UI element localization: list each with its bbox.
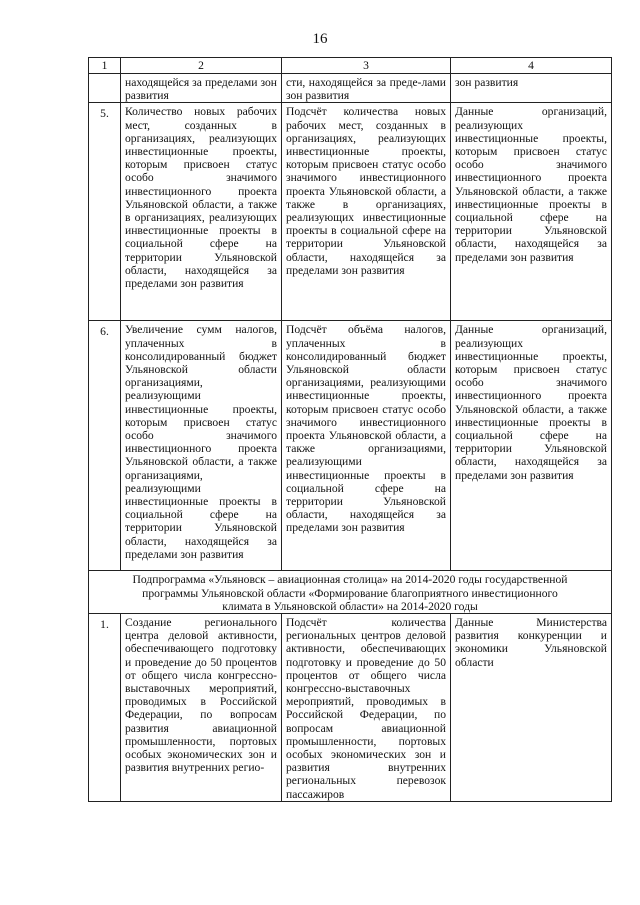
row-number [89, 74, 121, 103]
source-cell: Данные организаций, реализующих инвестиционные проекты, которым присвоен статус особо значимого инвестиционного проекта Ульяновской области, а также инвестиционные проекты в социальной сфере на территории Ульяновской области, находящейся за пределами зон развития [451, 321, 612, 571]
row-number: 5. [89, 103, 121, 321]
table-row [89, 74, 612, 103]
method-cell: Подсчёт количества региональных центров деловой активности, обеспечивающих подготовку и проведение до 50 процентов от общего числа конгрессно-выставочных мероприятий, проводимых в Российской Федерации, по вопросам авиационной промышленности, портовых особых экономических зон и развития внутренних региональных перевозок пассажиров [282, 614, 451, 802]
column-header: 3 [282, 58, 451, 74]
indicator-cell: находящейся за пределами зон развития [121, 74, 282, 103]
subprogram-line: программы Ульяновской области «Формирование благоприятного инвестиционного [142, 586, 558, 600]
table-row [89, 321, 612, 571]
source-cell: Данные организаций, реализующих инвестиционные проекты, которым присвоен статус особо значимого инвестиционного проекта Ульяновской области, а также инвестиционные проекты в социальной сфере на территории Ульяновской области, находящейся за пределами зон развития [451, 103, 612, 321]
subprogram-row [89, 571, 612, 614]
row-number: 6. [89, 321, 121, 571]
row-number: 1. [89, 614, 121, 802]
subprogram-line: климата в Ульяновской области» на 2014-2020 годы [222, 599, 478, 613]
method-cell: сти, находящейся за преде-лами зон развития [282, 74, 451, 103]
source-cell: зон развития [451, 74, 612, 103]
page-number: 16 [312, 31, 328, 47]
table-row [89, 103, 612, 321]
column-header: 1 [89, 58, 121, 74]
indicator-cell: Количество новых рабочих мест, созданных в организациях, реализующих инвестиционные проекты, которым присвоен статус особо значимого инвестиционного проекта Ульяновской области, а также в организациях, реализующих инвестиционные проекты в социальной сфере на территории Ульяновской области, находящейся за пределами зон развития [121, 103, 282, 321]
subprogram-line: Подпрограмма «Ульяновск – авиационная столица» на 2014-2020 годы государственной [132, 573, 568, 587]
table-row [89, 614, 612, 802]
indicators-table [88, 57, 612, 802]
method-cell: Подсчёт количества новых рабочих мест, созданных в организациях, реализующих инвестиционные проекты, которым присвоен статус особо значимого инвестиционного проекта Ульяновской области, а также в организациях, реализующих инвестиционные проекты в социальной сфере на территории Ульяновской области, находящейся за пределами зон развития [282, 103, 451, 321]
method-cell: Подсчёт объёма налогов, уплаченных в консолидированный бюджет Ульяновской области организациями, реализующими инвестиционные проекты, которым присвоен статус особо значимого инвестиционного проекта Ульяновской области, а также организациями, реализующими инвестиционные проекты в социальной сфере на территории Ульяновской области, находящейся за пределами зон развития [282, 321, 451, 571]
source-cell: Данные Министерства развития конкуренции и экономики Ульяновской области [451, 614, 612, 802]
indicator-cell: Создание регионального центра деловой активности, обеспечивающего подготовку и проведение до 50 процентов от общего числа конгрессно-выставочных мероприятий, проводимых в Российской Федерации, по вопросам развития авиационной промышленности, портовых особых экономических зон и развития внутренних регио- [121, 614, 282, 802]
indicator-cell: Увеличение сумм налогов, уплаченных в консолидированный бюджет Ульяновской области организациями, реализующими инвестиционные проекты, которым присвоен статус особо значимого инвестиционного проекта Ульяновской области, а также организациями, реализующими инвестиционные проекты в социальной сфере на территории Ульяновской области, находящейся за пределами зон развития [121, 321, 282, 571]
subprogram-heading [89, 571, 612, 614]
column-header: 4 [451, 58, 612, 74]
table-header-row [89, 58, 612, 74]
column-header: 2 [121, 58, 282, 74]
